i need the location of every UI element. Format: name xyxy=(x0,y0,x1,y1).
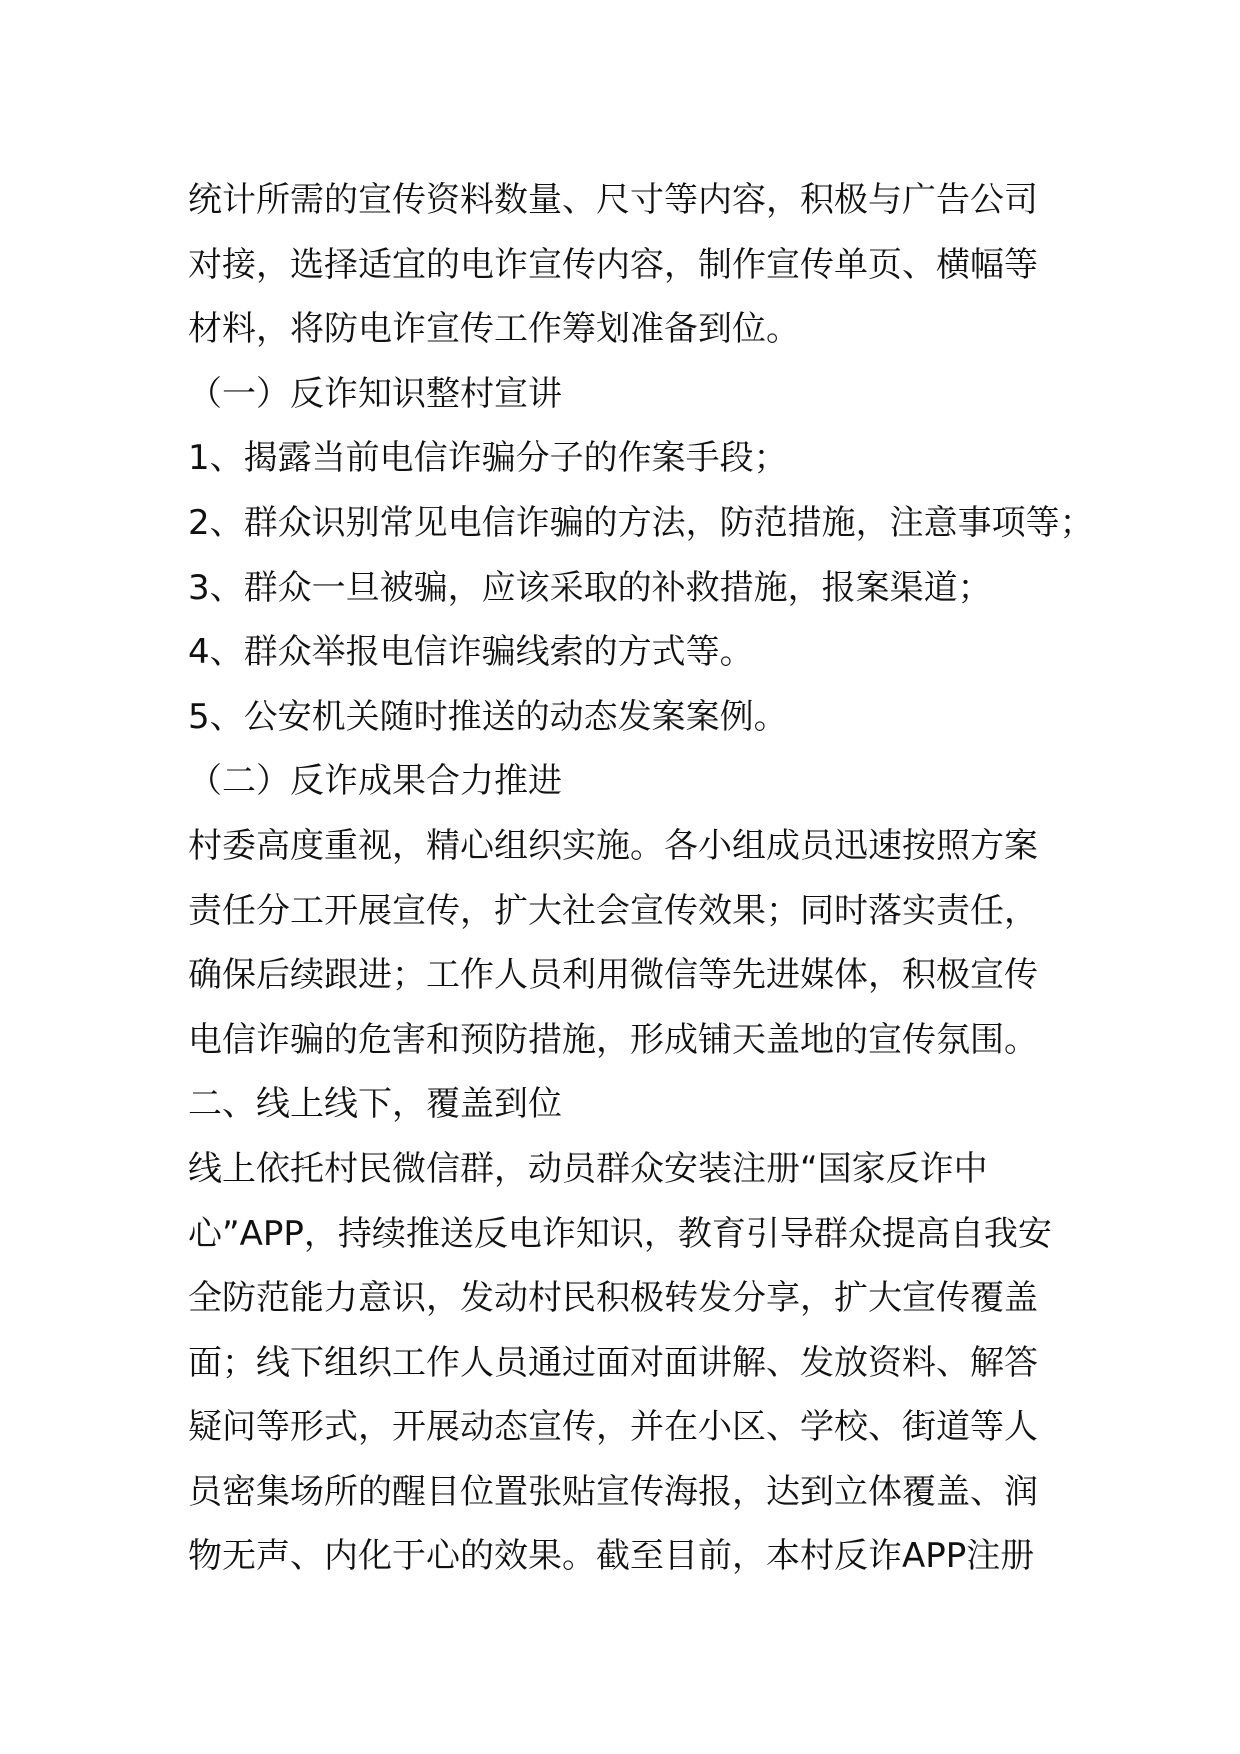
text-line: 村委高度重视，精心组织实施。各小组成员迅速按照方案 xyxy=(188,825,1038,866)
section-heading: （二）反诈成果合力推进 xyxy=(188,761,562,802)
text-line: 心”APP，持续推送反电诈知识，教育引导群众提高自我安 xyxy=(188,1213,1052,1254)
text-line: 统计所需的宣传资料数量、尺寸等内容，积极与广告公司 xyxy=(188,180,1038,220)
list-item: 5、公安机关随时推送的动态发案案例。 xyxy=(188,696,788,737)
text-line: 疑问等形式，开展动态宣传，并在小区、学校、街道等人 xyxy=(188,1407,1038,1448)
text-line: 确保后续跟进；工作人员利用微信等先进媒体，积极宣传 xyxy=(188,955,1038,996)
text-line: 材料，将防电诈宣传工作筹划准备到位。 xyxy=(188,309,800,350)
list-item: 3、群众一旦被骗，应该采取的补救措施，报案渠道； xyxy=(188,567,992,608)
list-item: 2、群众识别常见电信诈骗的方法，防范措施，注意事项等； xyxy=(188,502,1094,543)
text-line: 面；线下组织工作人员通过面对面讲解、发放资料、解答 xyxy=(188,1342,1038,1383)
text-line: 线上依托村民微信群，动员群众安装注册“国家反诈中 xyxy=(188,1148,988,1189)
text-line: 对接，选择适宜的电诈宣传内容，制作宣传单页、横幅等 xyxy=(188,244,1038,285)
section-heading: （一）反诈知识整村宣讲 xyxy=(188,373,562,414)
text-line: 员密集场所的醒目位置张贴宣传海报，达到立体覆盖、润 xyxy=(188,1471,1038,1512)
section-heading: 二、线上线下，覆盖到位 xyxy=(188,1084,562,1125)
text-line: 全防范能力意识，发动村民积极转发分享，扩大宣传覆盖 xyxy=(188,1278,1038,1319)
list-item: 4、群众举报电信诈骗线索的方式等。 xyxy=(188,632,754,673)
document-body xyxy=(188,168,1094,1589)
text-line: 责任分工开展宣传，扩大社会宣传效果；同时落实责任， xyxy=(188,890,1038,931)
list-item: 1、揭露当前电信诈骗分子的作案手段； xyxy=(188,438,788,479)
text-line: 物无声、内化于心的效果。截至目前，本村反诈APP注册 xyxy=(188,1536,1035,1577)
text-line: 电信诈骗的危害和预防措施，形成铺天盖地的宣传氛围。 xyxy=(188,1019,1038,1060)
